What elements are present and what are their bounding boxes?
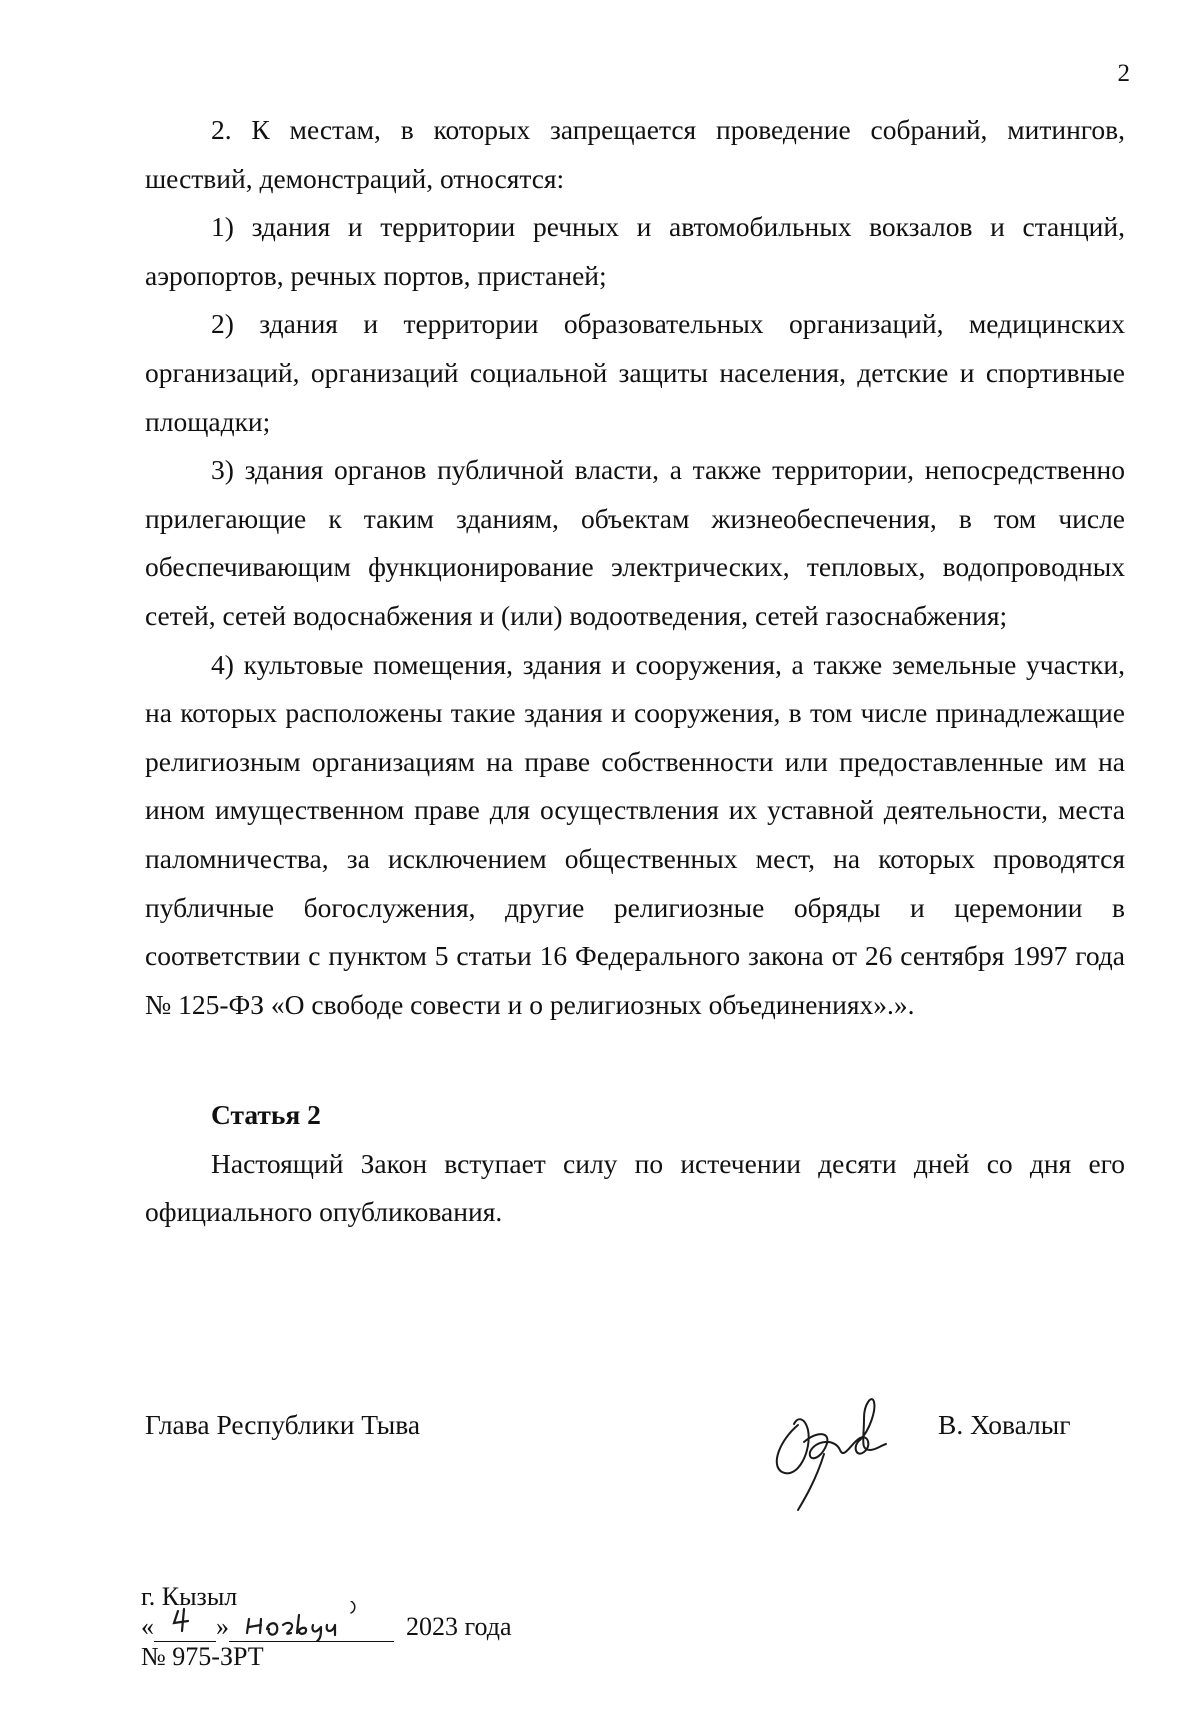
enactment-details <box>141 1582 512 1672</box>
year: 2023 года <box>406 1612 512 1641</box>
paragraph-item-3: 3) здания органов публичной власти, а также территории, непосредственно прилегающие к таким зданиям, объектам жизнеобеспечения, в том числе обеспечивающим функционирование электрических, тепловых, водопроводных сетей, сетей водоснабжения и (или) водоотведения, сетей газоснабжения; <box>145 454 1125 631</box>
handwritten-day <box>154 1601 216 1641</box>
quote-close: » <box>216 1612 229 1641</box>
handwritten-month <box>229 1601 394 1641</box>
page-number: 2 <box>1117 60 1130 87</box>
signer-name: В. Ховалыг <box>938 1409 1071 1440</box>
month-blank <box>229 1615 394 1642</box>
paragraph-item-2: 2) здания и территории образовательных организаций, медицинских организаций, организаций социальной защиты населения, детские и спортивные площадки; <box>145 308 1125 437</box>
city: г. Кызыл <box>141 1582 238 1611</box>
handwritten-signature <box>760 1380 910 1520</box>
signer-title: Глава Республики Тыва <box>145 1409 421 1440</box>
paragraph-item-4: 4) культовые помещения, здания и сооружения, а также земельные участки, на которых расположены такие здания и сооружения, в том числе принадлежащие религиозным организациям на праве собственности или предоставленные им на ином имущественном праве для осуществления их уставной деятельности, места паломничества, за исключением общественных мест, на которых проводятся публичные богослужения, другие религиозные обряды и церемонии в соответствии с пунктом 5 статьи 16 Федерального закона от 26 сентября 1997 года № 125-ФЗ «О свободе совести и о религиозных объединениях».». <box>145 648 1125 1020</box>
day-blank <box>154 1615 216 1642</box>
quote-open: « <box>141 1612 154 1641</box>
date-line <box>141 1612 512 1642</box>
article-text: Настоящий Закон вступает силу по истечении десяти дней со дня его официального опубликования. <box>145 1147 1125 1228</box>
document-body <box>145 106 1125 1237</box>
paragraph-article-intro: 2. К местам, в которых запрещается проведение собраний, митингов, шествий, демонстраций, относятся: <box>145 114 1125 194</box>
article-heading: Статья 2 <box>211 1099 321 1131</box>
paragraph-item-1: 1) здания и территории речных и автомобильных вокзалов и станций, аэропортов, речных портов, пристаней; <box>145 211 1125 291</box>
law-number: № 975-ЗРТ <box>141 1642 264 1671</box>
